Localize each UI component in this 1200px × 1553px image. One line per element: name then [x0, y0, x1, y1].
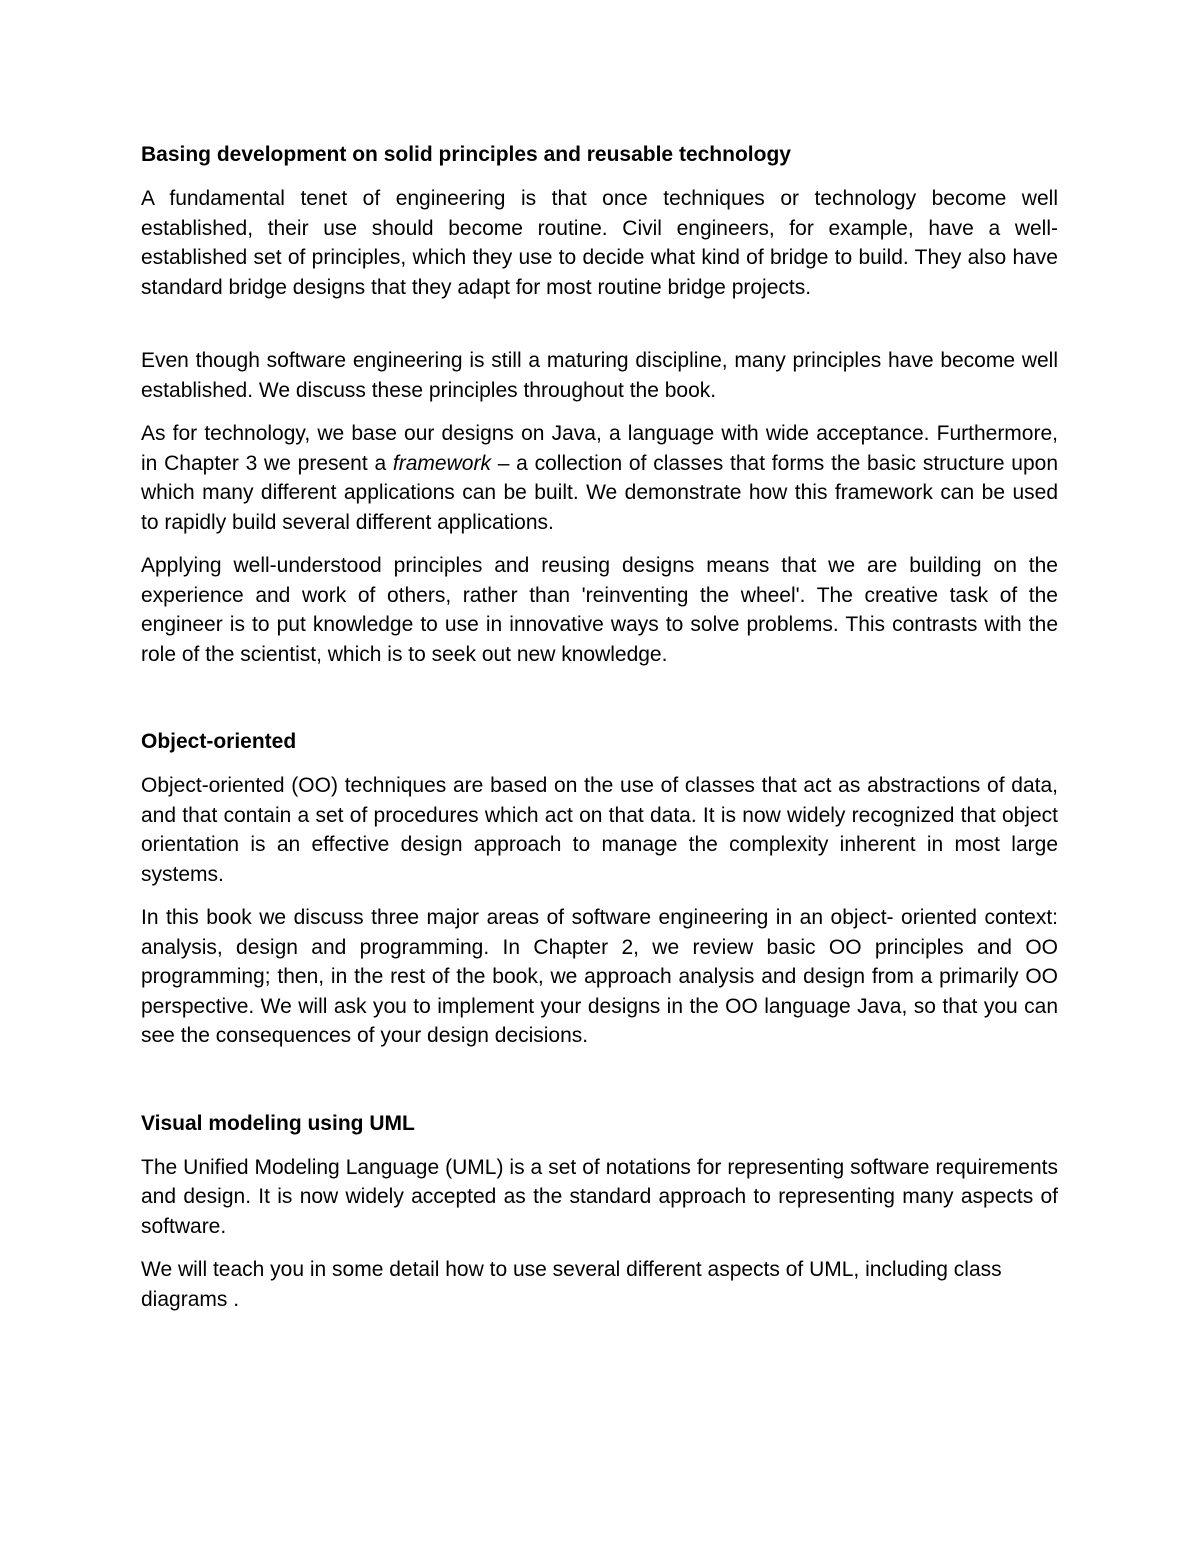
document-page: [141, 140, 1058, 1328]
paragraph-technology-text-before: As for technology, we base our designs on Java, a language with wide acceptance. Furthermore, in Chapter 3 we present a: [141, 422, 1058, 475]
section-heading-principles: Basing development on solid principles and reusable technology: [141, 143, 791, 166]
section-heading-object-oriented: Object-oriented: [141, 730, 297, 753]
framework-emphasis: framework: [392, 451, 491, 475]
paragraph-oo-areas: In this book we discuss three major areas of software engineering in an object- oriented context: analysis, design and programming. In Chapter 2, we review basic OO principles and OO programming; then, in the rest of the book, we approach analysis and design from a primarily OO perspective. We will ask you to implement your designs in the OO language Java, so that you can see the consequences of your design decisions.: [141, 906, 1058, 1047]
paragraph-technology-java: [141, 419, 1058, 537]
paragraph-reusing-designs: Applying well-understood principles and reusing designs means that we are building on the experience and work of others, rather than 'reinventing the wheel'. The creative task of the engineer is to put knowledge to use in innovative ways to solve problems. This contrasts with the role of the scientist, which is to seek out new knowledge.: [141, 554, 1058, 666]
paragraph-oo-techniques: Object-oriented (OO) techniques are based on the use of classes that act as abstractions of data, and that contain a set of procedures which act on that data. It is now widely recognized that object orientation is an effective design approach to manage the complexity inherent in most large systems.: [141, 774, 1058, 886]
paragraph-uml-definition: The Unified Modeling Language (UML) is a set of notations for representing software requirements and design. It is now widely accepted as the standard approach to representing many aspects of software.: [141, 1155, 1058, 1238]
paragraph-engineering-tenet: A fundamental tenet of engineering is that once techniques or technology become well established, their use should become routine. Civil engineers, for example, have a well-established set of principles, which they use to decide what kind of bridge to build. They also have standard bridge designs that they adapt for most routine bridge projects.: [141, 187, 1058, 299]
paragraph-uml-teaching: We will teach you in some detail how to use several different aspects of UML, including class diagrams .: [141, 1258, 1002, 1311]
paragraph-maturing-discipline: Even though software engineering is still a maturing discipline, many principles have become well established. We discuss these principles throughout the book.: [141, 349, 1058, 402]
section-heading-uml: Visual modeling using UML: [141, 1111, 415, 1135]
paragraph-technology-text-after: – a collection of classes that forms the basic structure upon which many different applications can be built. We demonstrate how this framework can be used to rapidly build several different applications.: [141, 451, 1059, 534]
